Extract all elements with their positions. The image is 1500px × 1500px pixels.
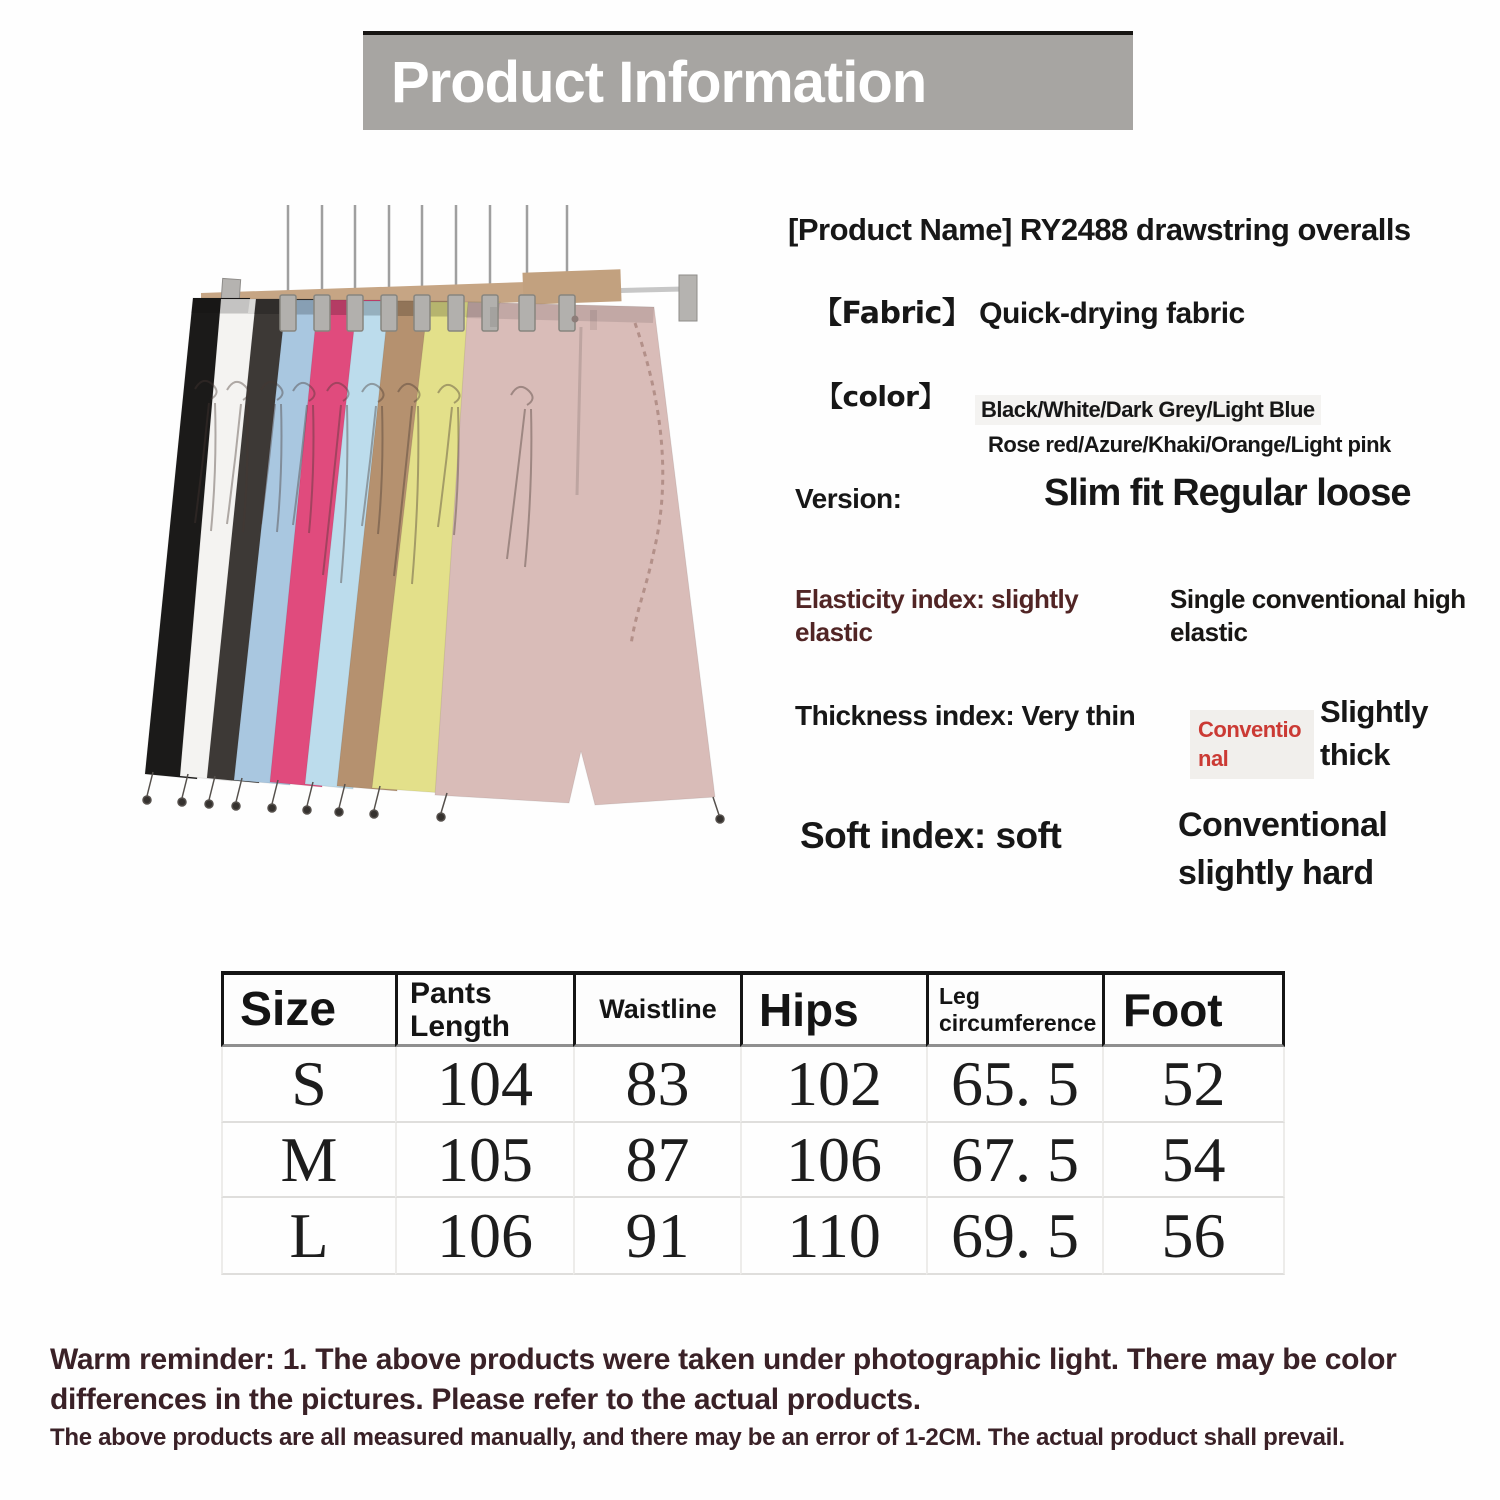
color-label: 【color】 [815,380,946,413]
cell-m-pants-length: 105 [395,1123,573,1198]
soft-index-label: Soft index: soft [800,815,1062,856]
cell-l-hips: 110 [740,1198,926,1275]
header-bar [363,35,1133,130]
cell-s-hips: 102 [740,1047,926,1123]
warm-reminder-text: Warm reminder: 1. The above products were taken under photographic light. There may be color differences in the pictures. Please refer to the actual products. [50,1343,1397,1416]
cell-s-foot: 52 [1102,1047,1285,1123]
col-header-waistline: Waistline [573,971,740,1047]
cell-size-l: L [221,1198,395,1275]
cell-l-foot: 56 [1102,1198,1285,1275]
thickness-value: Slightly thick [1320,694,1428,773]
col-header-leg-circumference: Leg circumference [926,971,1102,1047]
thickness-label: Thickness index: Very thin [795,700,1136,731]
version-label: Version: [795,483,902,514]
elasticity-value: Single conventional high elastic [1170,584,1466,647]
col-header-foot: Foot [1102,971,1285,1047]
cell-l-pants-length: 106 [395,1198,573,1275]
thickness-conventional-tag: Conventional [1190,710,1314,779]
version-value: Slim fit Regular loose [1044,472,1411,514]
product-name-line: [Product Name] RY2488 drawstring overalls [788,212,1411,247]
pants-rack-illustration [75,195,745,855]
measurement-note-text: The above products are all measured manually, and there may be an error of 1-2CM. The actual product shall prevail. [50,1424,1345,1451]
pant-light-pink [435,302,715,805]
cell-m-foot: 54 [1102,1123,1285,1198]
fabric-value: Quick-drying fabric [979,297,1245,330]
cell-size-m: M [221,1123,395,1198]
col-header-hips: Hips [740,971,926,1047]
right-end-clip [679,275,697,321]
product-photo [75,195,745,855]
page-title: Product Information [391,50,927,115]
col-header-size: Size [221,971,395,1047]
cell-s-waistline: 83 [573,1047,740,1123]
fabric-row [812,288,1245,332]
elasticity-label: Elasticity index: slightly elastic [795,584,1079,647]
cell-s-leg: 65. 5 [926,1047,1102,1123]
cell-size-s: S [221,1047,395,1123]
color-options-line2: Rose red/Azure/Khaki/Orange/Light pink [988,432,1391,457]
cell-s-pants-length: 104 [395,1047,573,1123]
cell-m-leg: 67. 5 [926,1123,1102,1198]
cell-m-waistline: 87 [573,1123,740,1198]
cell-l-leg: 69. 5 [926,1198,1102,1275]
soft-index-value: Conventional slightly hard [1178,806,1388,892]
pants-group [145,298,715,805]
col-header-pants-length: Pants Length [395,971,573,1047]
cell-m-hips: 106 [740,1123,926,1198]
size-table [221,971,1285,1275]
hanger-clips [280,295,575,331]
cell-l-waistline: 91 [573,1198,740,1275]
color-options-line1: Black/White/Dark Grey/Light Blue [975,395,1321,425]
fabric-label: 【Fabric】 [812,296,972,331]
